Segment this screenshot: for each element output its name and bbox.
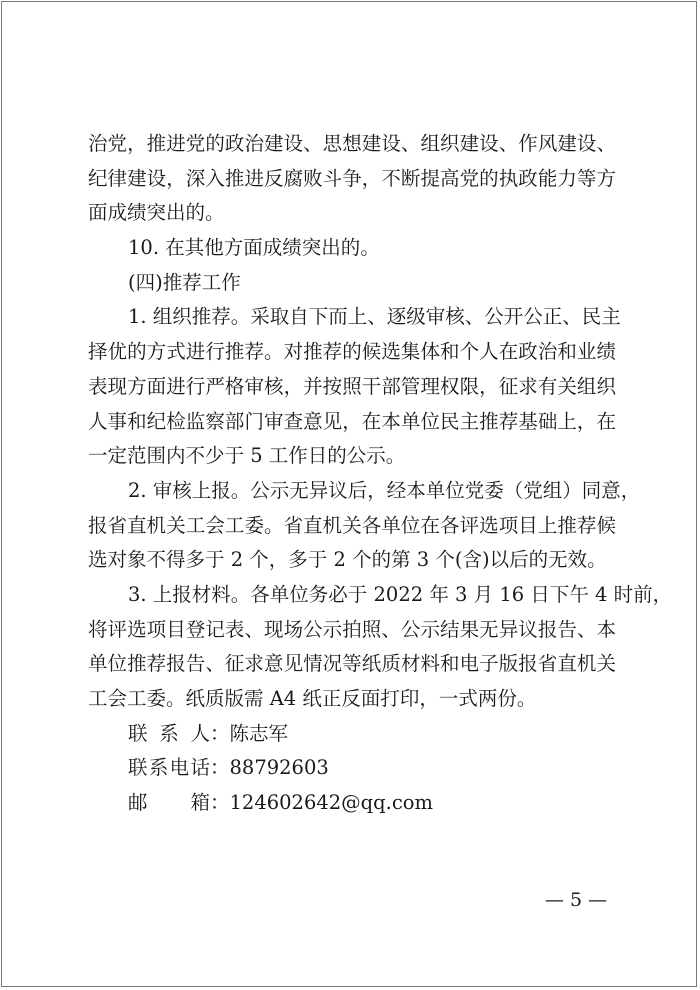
contact-phone-label: 联系电话: [128, 756, 210, 780]
contact-person-label: 联系人: [128, 721, 210, 745]
item-1-line: 一定范围内不少于 5 工作日的公示。: [88, 444, 406, 468]
contact-email: [88, 786, 616, 821]
item-2-line: 2. 审核上报。公示无异议后，经本单位党委（党组）同意，: [128, 478, 641, 502]
section-heading: (四)推荐工作: [128, 270, 241, 294]
item-2-line: 报省直机关工会工委。省直机关各单位在各评选项目上推荐候: [88, 513, 616, 537]
item-1-line: 择优的方式进行推荐。对推荐的候选集体和个人在政治和业绩: [88, 340, 616, 364]
item-3-line: 工会工委。纸质版需 A4 纸正反面打印，一式两份。: [88, 687, 537, 710]
contact-phone-value: 88792603: [229, 756, 329, 780]
item-1-line: 人事和纪检监察部门审查意见，在本单位民主推荐基础上，在: [88, 409, 616, 433]
contact-email-value: 124602642@qq.com: [229, 791, 433, 815]
document-body: [88, 127, 673, 821]
contact-person: [88, 717, 616, 752]
item-3-line: 将评选项目登记表、现场公示拍照、公示结果无异议报告、本: [88, 617, 616, 641]
contact-colon: ：: [210, 756, 230, 780]
paragraph-line: 面成绩突出的。: [88, 201, 225, 225]
item-3-line: 3. 上报材料。各单位务必于 2022 年 3 月 16 日下午 4 时前，: [128, 582, 673, 606]
item-10: 10. 在其他方面成绩突出的。: [128, 236, 380, 260]
contact-colon: ：: [210, 721, 230, 745]
page-number: — 5 —: [544, 889, 608, 911]
item-3-line: 单位推荐报告、征求意见情况等纸质材料和电子版报省直机关: [88, 652, 616, 676]
contact-phone: [88, 751, 616, 786]
item-1-line: 表现方面进行严格审核，并按照干部管理权限，征求有关组织: [88, 374, 616, 398]
paragraph-line: 治党，推进党的政治建设、思想建设、组织建设、作风建设、: [88, 132, 616, 155]
contact-person-value: 陈志军: [229, 721, 289, 745]
item-1-line: 1. 组织推荐。采取自下而上、逐级审核、公开公正、民主: [128, 305, 621, 329]
contact-email-label: 邮箱: [128, 791, 210, 815]
paragraph-line: 纪律建设，深入推进反腐败斗争，不断提高党的执政能力等方: [88, 166, 616, 190]
contact-colon: ：: [210, 791, 230, 815]
item-2-line: 选对象不得多于 2 个，多于 2 个的第 3 个(含)以后的无效。: [88, 548, 607, 572]
